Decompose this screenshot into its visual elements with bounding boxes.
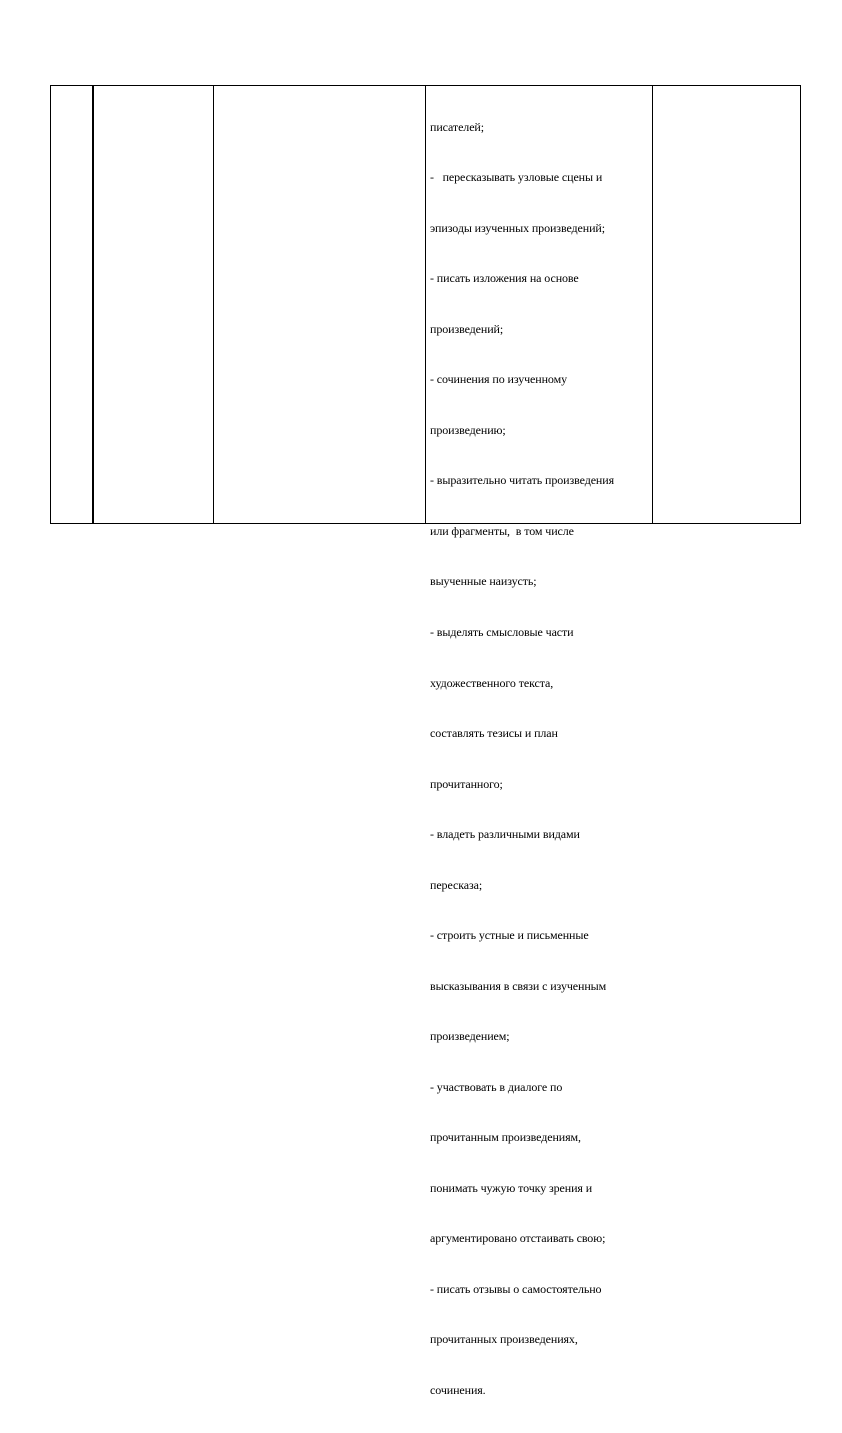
cell-text-line: - пересказывать узловые сцены и xyxy=(430,170,603,185)
cell-text-line: эпизоды изученных произведений; xyxy=(430,220,605,235)
cell-text-line: - владеть различными видами xyxy=(430,827,580,842)
cell-text-line: прочитанным произведениям, xyxy=(430,1130,581,1145)
cell-text-line: выученные наизусть; xyxy=(430,574,537,589)
cell-text-line: - участвовать в диалоге по xyxy=(430,1079,563,1094)
cell-text-line: прочитанных произведениях, xyxy=(430,1332,578,1347)
table-cell-skills xyxy=(430,85,652,1433)
cell-text-line: пересказа; xyxy=(430,877,483,892)
cell-text-line: художественного текста, xyxy=(430,675,554,690)
document-table xyxy=(50,85,801,1397)
cell-text-line: или фрагменты, в том числе xyxy=(430,523,574,538)
cell-text-line: писателей; xyxy=(430,119,484,134)
cell-text-line: - выразительно читать произведения xyxy=(430,473,614,488)
cell-text-line: составлять тезисы и план xyxy=(430,726,558,741)
cell-text-line: произведений; xyxy=(430,321,504,336)
column-divider xyxy=(425,86,426,523)
cell-text-line: понимать чужую точку зрения и xyxy=(430,1180,593,1195)
column-divider xyxy=(652,86,653,523)
column-divider xyxy=(213,86,214,523)
cell-text-line: аргументировано отстаивать свою; xyxy=(430,1231,606,1246)
cell-text-line: - строить устные и письменные xyxy=(430,928,589,943)
cell-text-line: высказывания в связи с изученным xyxy=(430,978,607,993)
cell-text-line: сочинения. xyxy=(430,1382,486,1397)
cell-text-line: - писать отзывы о самостоятельно xyxy=(430,1281,602,1296)
cell-text-line: произведением; xyxy=(430,1029,510,1044)
cell-text-line: - выделять смысловые части xyxy=(430,625,574,639)
cell-text-line: прочитанного; xyxy=(430,776,503,791)
cell-text-line: произведению; xyxy=(430,422,506,437)
cell-text-line: - сочинения по изученному xyxy=(430,372,567,387)
column-divider xyxy=(92,86,94,523)
cell-text-line: - писать изложения на основе xyxy=(430,271,579,286)
